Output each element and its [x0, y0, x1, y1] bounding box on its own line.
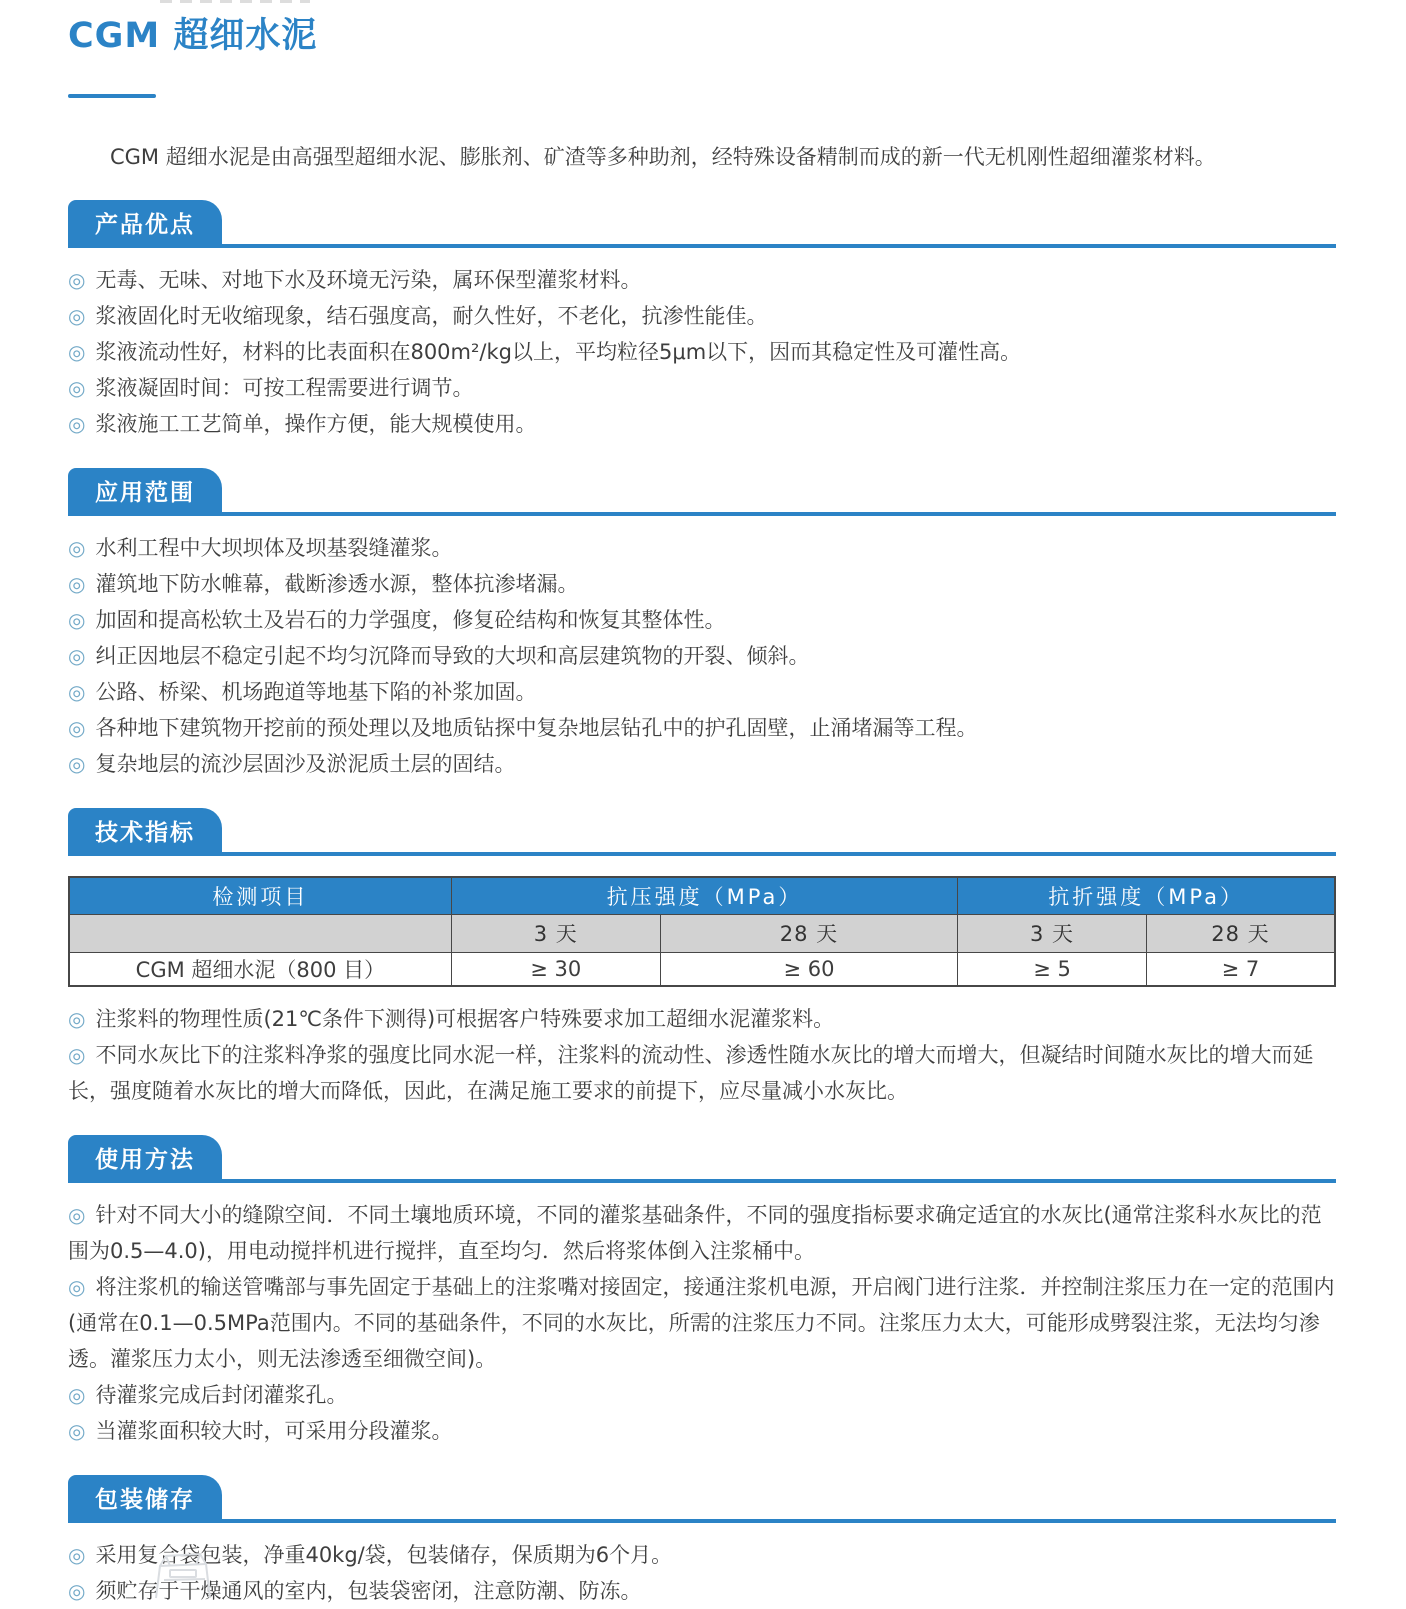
section-header-rule — [68, 200, 1336, 248]
list-item-text: 纠正因地层不稳定引起不均匀沉降而导致的大坝和高层建筑物的开裂、倾斜。 — [95, 644, 810, 668]
spec-table-subheader-row — [69, 914, 1335, 952]
list-item — [68, 1269, 1336, 1377]
list-item — [68, 1537, 1336, 1573]
list-item — [68, 1413, 1336, 1449]
spec-table — [68, 876, 1336, 987]
list-item — [68, 638, 1336, 674]
list-item-text: 水利工程中大坝坝体及坝基裂缝灌浆。 — [95, 536, 453, 560]
section-packaging — [68, 1475, 1336, 1609]
section-tab-advantages: 产品优点 — [68, 200, 222, 244]
list-item — [68, 530, 1336, 566]
bullet-icon: ◎ — [68, 304, 86, 328]
spec-table-header-row — [69, 877, 1335, 914]
bullet-icon: ◎ — [68, 340, 86, 364]
bullet-icon: ◎ — [68, 1203, 86, 1227]
list-item — [68, 602, 1336, 638]
list-item-text: 须贮存于干燥通风的室内，包装袋密闭，注意防潮、防冻。 — [95, 1579, 642, 1603]
list-item-text: 浆液施工工艺简单，操作方便，能大规模使用。 — [95, 412, 537, 436]
list-item-text: 待灌浆完成后封闭灌浆孔。 — [95, 1383, 348, 1407]
list-item-text: 无毒、无味、对地下水及环境无污染，属环保型灌浆材料。 — [95, 268, 642, 292]
list-item — [68, 334, 1336, 370]
list-item-text: 浆液流动性好，材料的比表面积在800m²/kg以上，平均粒径5μm以下，因而其稳定性及可灌性高。 — [95, 340, 1022, 364]
list-item — [68, 566, 1336, 602]
section-tab-usage: 使用方法 — [68, 1135, 222, 1179]
section-applications — [68, 468, 1336, 782]
bullet-icon: ◎ — [68, 1543, 86, 1567]
section-advantages — [68, 200, 1336, 442]
subheader-28d: 28 天 — [660, 914, 958, 952]
list-item — [68, 1037, 1336, 1109]
subheader-3d: 3 天 — [958, 914, 1147, 952]
cement-bag-sketch-icon — [126, 1552, 246, 1600]
bullet-icon: ◎ — [68, 716, 86, 740]
cropped-text-artifact — [160, 0, 310, 3]
list-item — [68, 262, 1336, 298]
title-underline — [68, 94, 156, 98]
section-header-rule — [68, 1135, 1336, 1183]
section-specs — [68, 808, 1336, 1109]
section-tab-specs: 技术指标 — [68, 808, 222, 852]
bullet-icon: ◎ — [68, 1579, 86, 1603]
list-item-text: 将注浆机的输送管嘴部与事先固定于基础上的注浆嘴对接固定，接通注浆机电源，开启阀门进行注浆．并控制注浆压力在一定的范围内(通常在0.1—0.5MPa范围内。不同的基础条件，不同的水灰比，所需的注浆压力不同。注浆压力太大，可能形成劈裂注浆，无法均匀渗透。灌浆压力太小，则无法渗透至细微空间)。 — [68, 1275, 1335, 1371]
bullet-icon: ◎ — [68, 1419, 86, 1443]
list-item — [68, 1197, 1336, 1269]
list-item-text: 针对不同大小的缝隙空间．不同土壤地质环境，不同的灌浆基础条件，不同的强度指标要求确定适宜的水灰比(通常注浆科水灰比的范围为0.5—4.0)，用电动搅拌机进行搅拌，直至均匀．然后将浆体倒入注浆桶中。 — [68, 1203, 1322, 1263]
list-item-text: 各种地下建筑物开挖前的预处理以及地质钻探中复杂地层钻孔中的护孔固壁，止涌堵漏等工程。 — [95, 716, 978, 740]
bullet-icon: ◎ — [68, 572, 86, 596]
list-item — [68, 710, 1336, 746]
bullet-icon: ◎ — [68, 412, 86, 436]
list-item-text: 公路、桥梁、机场跑道等地基下陷的补浆加固。 — [95, 680, 537, 704]
page-title: CGM 超细水泥 — [68, 16, 318, 56]
list-item — [68, 1573, 1336, 1609]
bullet-icon: ◎ — [68, 1007, 86, 1031]
list-item-text: 当灌浆面积较大时，可采用分段灌浆。 — [95, 1419, 453, 1443]
subheader-3d: 3 天 — [451, 914, 660, 952]
list-item — [68, 674, 1336, 710]
advantages-list — [68, 262, 1336, 442]
value-cell: ≥ 60 — [660, 952, 958, 986]
list-item-text: 不同水灰比下的注浆料净浆的强度比同水泥一样，注浆料的流动性、渗透性随水灰比的增大而增大，但凝结时间随水灰比的增大而延长，强度随着水灰比的增大而降低，因此，在满足施工要求的前提下，应尽量减小水灰比。 — [68, 1043, 1314, 1103]
list-item-text: 加固和提高松软土及岩石的力学强度，修复砼结构和恢复其整体性。 — [95, 608, 726, 632]
col-header-project: 检测项目 — [69, 877, 451, 914]
product-name-cell: CGM 超细水泥（800 目） — [69, 952, 451, 986]
section-tab-packaging: 包装储存 — [68, 1475, 222, 1519]
value-cell: ≥ 5 — [958, 952, 1147, 986]
bullet-icon: ◎ — [68, 644, 86, 668]
list-item-text: 浆液固化时无收缩现象，结石强度高，耐久性好，不老化，抗渗性能佳。 — [95, 304, 768, 328]
list-item-text: 灌筑地下防水帷幕，截断渗透水源，整体抗渗堵漏。 — [95, 572, 579, 596]
list-item-text: 注浆料的物理性质(21℃条件下测得)可根据客户特殊要求加工超细水泥灌浆料。 — [95, 1007, 835, 1031]
value-cell: ≥ 30 — [451, 952, 660, 986]
specs-notes-list — [68, 1001, 1336, 1109]
spec-table-data-row — [69, 952, 1335, 986]
list-item — [68, 1377, 1336, 1413]
bullet-icon: ◎ — [68, 536, 86, 560]
subheader-28d: 28 天 — [1146, 914, 1335, 952]
section-header-rule — [68, 468, 1336, 516]
bullet-icon: ◎ — [68, 1275, 86, 1299]
col-header-compressive: 抗压强度（MPa） — [451, 877, 957, 914]
packaging-list — [68, 1537, 1336, 1609]
bullet-icon: ◎ — [68, 1383, 86, 1407]
bullet-icon: ◎ — [68, 680, 86, 704]
bullet-icon: ◎ — [68, 268, 86, 292]
list-item-text: 复杂地层的流沙层固沙及淤泥质土层的固结。 — [95, 752, 516, 776]
section-usage — [68, 1135, 1336, 1449]
section-header-rule — [68, 1475, 1336, 1523]
list-item — [68, 746, 1336, 782]
col-header-flexural: 抗折强度（MPa） — [958, 877, 1335, 914]
list-item — [68, 1001, 1336, 1037]
bullet-icon: ◎ — [68, 376, 86, 400]
list-item — [68, 370, 1336, 406]
section-tab-applications: 应用范围 — [68, 468, 222, 512]
section-header-rule — [68, 808, 1336, 856]
usage-list — [68, 1197, 1336, 1449]
bullet-icon: ◎ — [68, 1043, 86, 1067]
list-item — [68, 406, 1336, 442]
list-item — [68, 298, 1336, 334]
list-item-text: 浆液凝固时间：可按工程需要进行调节。 — [95, 376, 474, 400]
applications-list — [68, 530, 1336, 782]
intro-paragraph: CGM 超细水泥是由高强型超细水泥、膨胀剂、矿渣等多种助剂，经特殊设备精制而成的新一代无机刚性超细灌浆材料。 — [110, 145, 1216, 169]
bullet-icon: ◎ — [68, 608, 86, 632]
subheader-empty-cell — [69, 914, 451, 952]
bullet-icon: ◎ — [68, 752, 86, 776]
value-cell: ≥ 7 — [1146, 952, 1335, 986]
list-item-text: 采用复合袋包装，净重40kg/袋，包装储存，保质期为6个月。 — [95, 1543, 673, 1567]
